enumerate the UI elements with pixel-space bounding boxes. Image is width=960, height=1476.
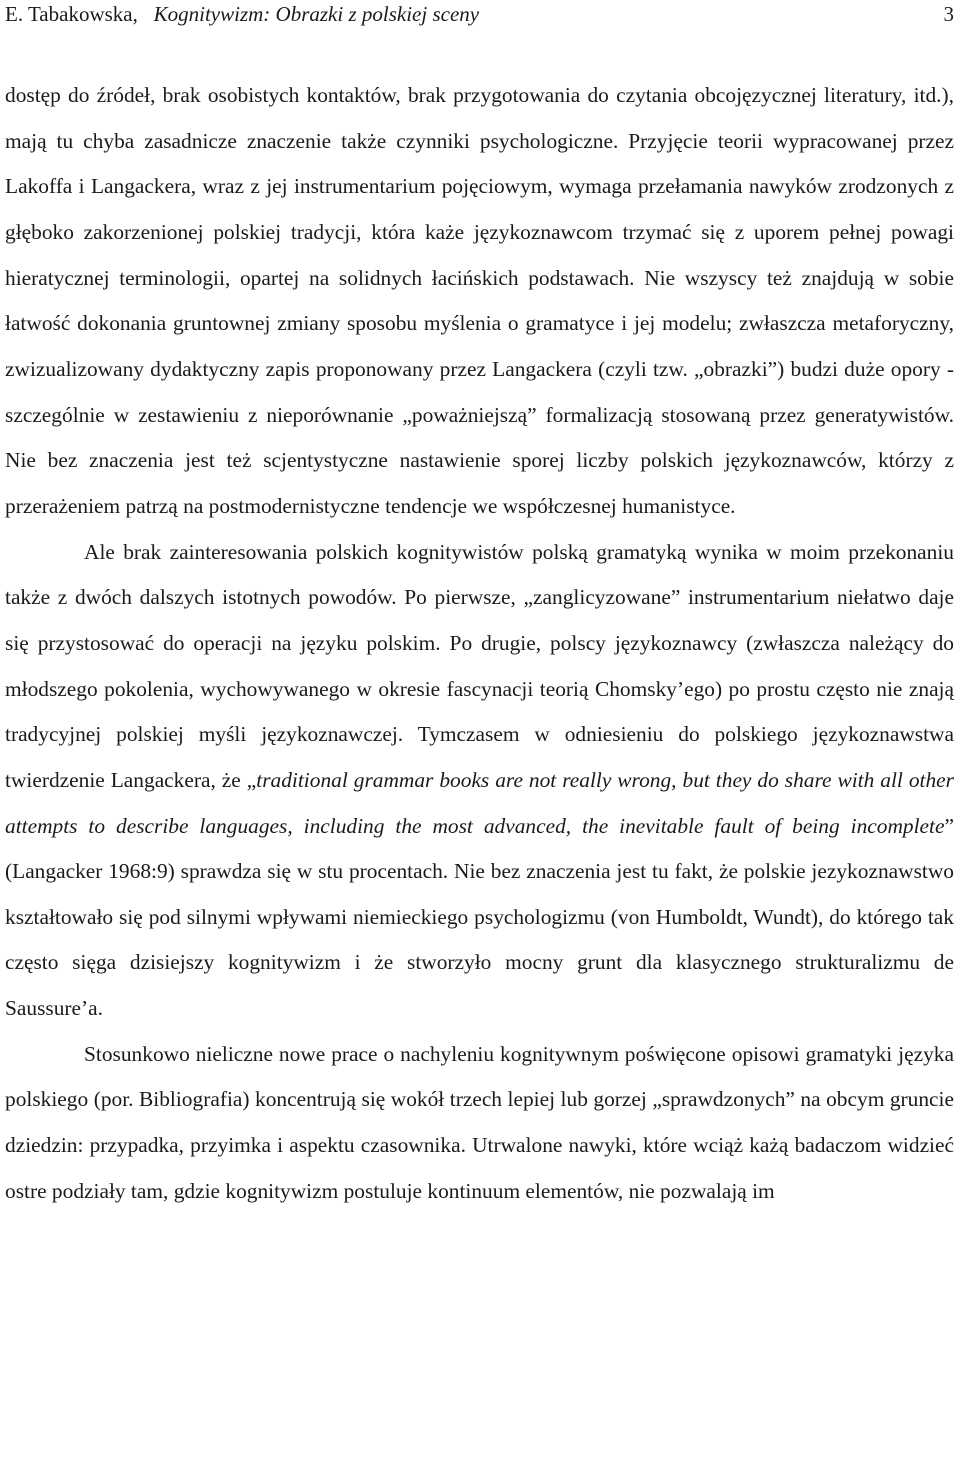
page-number: 3 xyxy=(943,2,954,26)
header-author: E. Tabakowska, xyxy=(5,2,138,26)
body-text xyxy=(5,73,954,1214)
paragraph-3 xyxy=(5,1032,954,1215)
running-header xyxy=(5,0,954,28)
paragraph-2 xyxy=(5,530,954,1032)
paragraph-2-text-end: ” (Langacker 1968:9) sprawdza się w stu procentach. Nie bez znaczenia jest tu fakt, że polskie jezykoznawstwo kształtowało się pod silnymi wpływami niemieckiego psychologizmu (von Humboldt, Wundt), do którego tak często sięga dzisiejszy kognitywizm i że stworzyło mocny grunt dla klasycznego strukturalizmu de Saussure’a. xyxy=(5,813,954,1021)
paragraph-3-text: Stosunkowo nieliczne nowe prace o nachyleniu kognitywnym poświęcone opisowi gramatyki języka polskiego (por. Bibliografia) koncentrują się wokół trzech lepiej lub gorzej „sprawdzonych” na obcym gruncie dziedzin: przypadka, przyimka i aspektu czasownika. Utrwalone nawyki, które wciąż każą badaczom widzieć ostre podziały tam, gdzie kognitywizm postuluje kontinuum elementów, nie pozwalają im xyxy=(5,1041,954,1203)
header-citation xyxy=(5,0,479,28)
paragraph-1 xyxy=(5,73,954,530)
header-title: Kognitywizm: Obrazki z polskiej sceny xyxy=(153,2,480,26)
paragraph-1-text: dostęp do źródeł, brak osobistych kontaktów, brak przygotowania do czytania obcojęzycznej literatury, itd.), mają tu chyba zasadnicze znaczenie także czynniki psychologiczne. Przyjęcie teorii wypracowanej przez Lakoffa i Langackera, wraz z jej instrumentarium pojęciowym, wymaga przełamania nawyków zrodzonych z głęboko zakorzenionej polskiej tradycji, która każe językoznawcom trzymać się z uporem pełnej powagi hieratycznej terminologii, opartej na solidnych łacińskich podstawach. Nie wszyscy też znajdują w sobie łatwość dokonania gruntownej zmiany sposobu myślenia o gramatyce i jej modelu; zwłaszcza metaforyczny, zwizualizowany dydaktyczny zapis proponowany przez Langackera (czyli tzw. „obrazki”) budzi duże opory - szczególnie w zestawieniu z nieporównanie „poważniejszą” formalizacją stosowaną przez generatywistów. Nie bez znaczenia jest też scjentystyczne nastawienie sporej liczby polskich językoznawców, którzy z przerażeniem patrzą na postmodernistyczne tendencje we współczesnej humanistyce. xyxy=(5,83,954,518)
paragraph-2-text-start: Ale brak zainteresowania polskich kognitywistów polską gramatyką wynika w moim przekonaniu także z dwóch dalszych istotnych powodów. Po pierwsze, „zanglicyzowane” instrumentarium niełatwo daje się przystosować do operacji na języku polskim. Po drugie, polscy językoznawcy (zwłaszcza należący do młodszego pokolenia, wychowywanego w okresie fascynacji teorią Chomsky’ego) po prostu często nie znają tradycyjnej polskiej myśli językoznawczej. Tymczasem w odniesieniu do polskiego językoznawstwa twierdzenie Langackera, że „ xyxy=(5,539,954,792)
langacker-quote: traditional grammar books are not really wrong, but they do share with all other attempts to describe languages, including the most advanced, the inevitable fault of being incomplete xyxy=(5,767,954,838)
